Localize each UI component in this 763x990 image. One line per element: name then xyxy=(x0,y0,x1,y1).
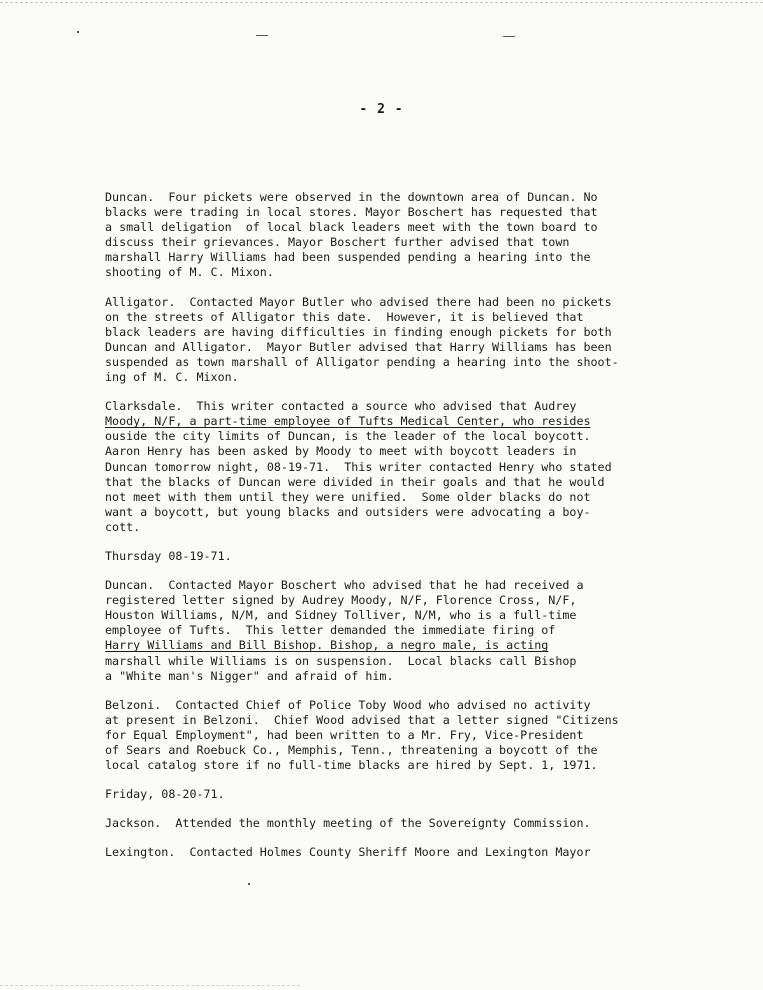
text-line: Duncan. Four pickets were observed in the downtown area of Duncan. No xyxy=(105,190,598,204)
scan-speck xyxy=(77,31,79,33)
text-line: Belzoni. Contacted Chief of Police Toby Wood who advised no activity xyxy=(105,697,591,712)
paragraph-duncan-thursday xyxy=(105,578,665,684)
text-line: Clarksdale. This writer contacted a source who advised that Audrey xyxy=(105,399,577,414)
text-line: black leaders are having difficulties in finding enough pickets for both xyxy=(105,324,612,339)
text-line: want a boycott, but young blacks and outsiders were advocating a boy- xyxy=(105,504,591,519)
text-line: Friday, 08-20-71. xyxy=(105,787,225,802)
text-line: of Sears and Roebuck Co., Memphis, Tenn., threatening a boycott of the xyxy=(105,743,598,757)
text-line: ouside the city limits of Duncan, is the leader of the local boycott. xyxy=(105,429,591,444)
text-line: Duncan. Contacted Mayor Boschert who advised that he had received a xyxy=(105,578,584,593)
memo-body xyxy=(105,190,665,874)
scan-speck xyxy=(248,883,250,885)
text-line: for Equal Employment", had been written to a Mr. Fry, Vice-President xyxy=(105,727,584,742)
text-line: local catalog store if no full-time blacks are hired by Sept. 1, 1971. xyxy=(105,758,598,773)
text-line: Alligator. Contacted Mayor Butler who advised there had been no pickets xyxy=(105,294,612,309)
text-line: Lexington. Contacted Holmes County Sheriff Moore and Lexington Mayor xyxy=(105,845,591,860)
text-line: Duncan and Alligator. Mayor Butler advised that Harry Williams has been xyxy=(105,339,612,354)
text-line: employee of Tufts. This letter demanded the immediate firing of xyxy=(105,623,556,638)
paragraph-lexington xyxy=(105,845,665,860)
text-line: at present in Belzoni. Chief Wood advised that a letter signed "Citizens xyxy=(105,712,619,727)
text-line: not meet with them until they were unified. Some older blacks do not xyxy=(105,489,591,504)
text-line: marshall while Williams is on suspension. Local blacks call Bishop xyxy=(105,653,577,668)
date-heading-thursday xyxy=(105,549,665,564)
date-heading-friday xyxy=(105,787,665,802)
scan-top-edge xyxy=(0,2,763,3)
text-line: Thursday 08-19-71. xyxy=(105,548,232,563)
text-line: a small deligation of local black leaders meet with the town board to xyxy=(105,220,598,235)
text-line: a "White man's Nigger" and afraid of him. xyxy=(105,668,394,683)
text-line: Aaron Henry has been asked by Moody to meet with boycott leaders in xyxy=(105,444,577,459)
paragraph-alligator xyxy=(105,295,665,386)
text-line: blacks were trading in local stores. Mayor Boschert has requested that xyxy=(105,205,598,220)
text-line: Moody, N/F, a part-time employee of Tufts Medical Center, who resides xyxy=(105,414,591,429)
text-line: Houston Williams, N/M, and Sidney Tolliver, N/M, who is a full-time xyxy=(105,608,577,623)
text-line: cott. xyxy=(105,519,141,534)
text-line: Duncan tomorrow night, 08-19-71. This writer contacted Henry who stated xyxy=(105,459,612,474)
text-line: on the streets of Alligator this date. However, it is believed that xyxy=(105,309,584,324)
scan-speck xyxy=(256,35,268,36)
text-line: Jackson. Attended the monthly meeting of the Sovereignty Commission. xyxy=(105,816,591,831)
text-line: ing of M. C. Mixon. xyxy=(105,370,239,385)
scan-bottom-edge xyxy=(0,985,300,986)
text-line: discuss their grievances. Mayor Boschert further advised that town xyxy=(105,235,570,250)
text-line: registered letter signed by Audrey Moody, N/F, Florence Cross, N/F, xyxy=(105,593,577,608)
text-line: marshall Harry Williams had been suspended pending a hearing into the xyxy=(105,250,591,265)
text-line: that the blacks of Duncan were divided in their goals and that he would xyxy=(105,474,605,489)
text-line: suspended as town marshall of Alligator pending a hearing into the shoot- xyxy=(105,354,619,369)
scan-speck xyxy=(503,36,515,37)
paragraph-belzoni xyxy=(105,698,665,773)
paragraph-clarksdale xyxy=(105,399,665,535)
text-line: Harry Williams and Bill Bishop. Bishop, a negro male, is acting xyxy=(105,638,549,653)
page-number: - 2 - xyxy=(359,102,404,117)
paragraph-duncan xyxy=(105,190,665,281)
text-line: shooting of M. C. Mixon. xyxy=(105,265,274,280)
paragraph-jackson xyxy=(105,816,665,831)
